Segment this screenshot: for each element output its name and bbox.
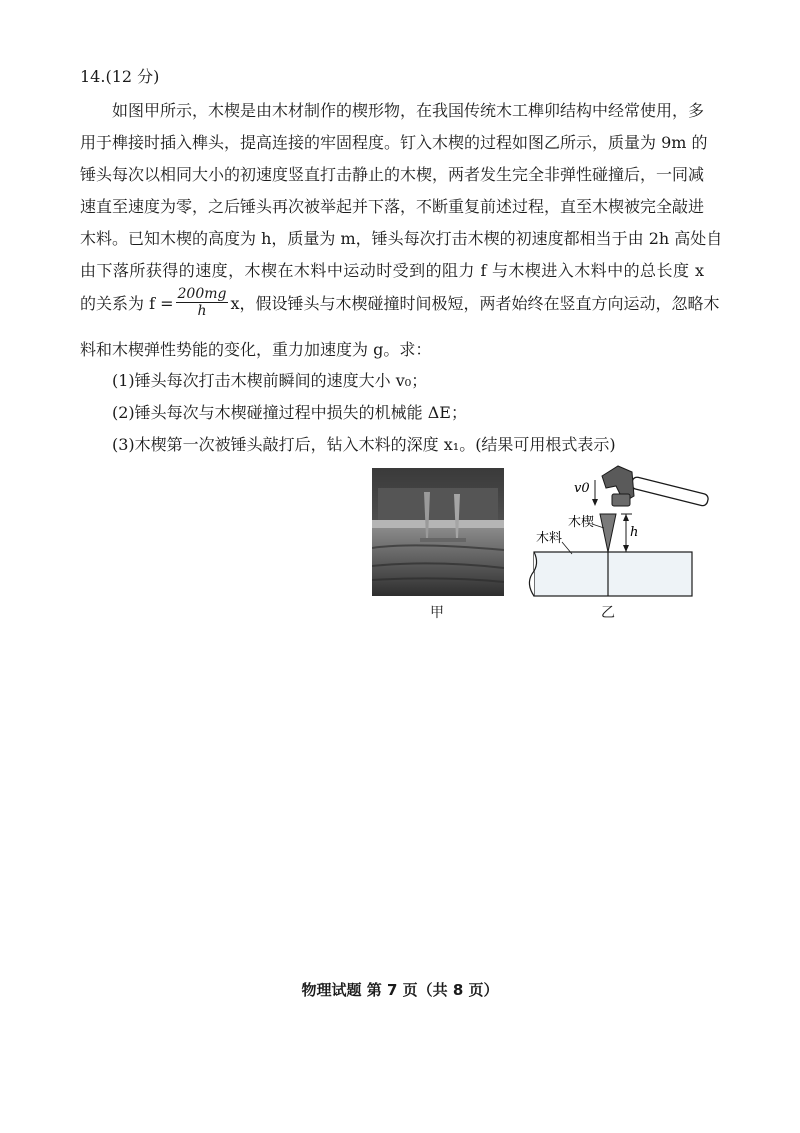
sub-question-3: (3)木楔第一次被锤头敲打后，钻入木料的深度 x₁。(结果可用根式表示) — [112, 435, 616, 454]
wedge-diagram — [520, 456, 720, 616]
formula-prefix: 的关系为 f = — [80, 294, 174, 313]
formula-numerator: 200mg — [177, 286, 227, 302]
sub-question-1: (1)锤头每次打击木楔前瞬间的速度大小 v₀； — [112, 371, 428, 390]
label-wood: 木料 — [536, 531, 563, 546]
photo-caption: 甲 — [430, 605, 444, 621]
diagram-caption: 乙 — [601, 605, 615, 621]
formula-suffix: x，假设锤头与木楔碰撞时间极短，两者始终在竖直方向运动，忽略木 — [230, 294, 720, 313]
question-line-3: 锤头每次以相同大小的初速度竖直打击静止的木楔，两者发生完全非弹性碰撞后，一同减 — [80, 165, 705, 184]
question-line-4: 速直至速度为零，之后锤头再次被举起并下落，不断重复前述过程，直至木楔被完全敲进 — [80, 197, 705, 216]
page-footer: 物理试题 第 7 页（共 8 页） — [301, 981, 499, 999]
question-formula-line — [80, 286, 720, 321]
formula-fraction — [176, 286, 229, 319]
formula-denominator: h — [197, 303, 207, 319]
hammer — [602, 466, 709, 507]
question-line-5: 木料。已知木楔的高度为 h，质量为 m，锤头每次打击木楔的初速度都相当于由 2h 高处自 — [80, 229, 723, 248]
question-number: 14.(12 分) — [80, 67, 160, 86]
question-line-1: 如图甲所示，木楔是由木材制作的楔形物，在我国传统木工榫卯结构中经常使用，多 — [112, 101, 705, 120]
wedge-photo-drawing — [372, 468, 504, 596]
wedge-photo — [372, 468, 504, 596]
label-v0: v0 — [574, 481, 590, 496]
sub-question-2: (2)锤头每次与木楔碰撞过程中损失的机械能 ΔE； — [112, 403, 467, 422]
wedge-shape — [600, 514, 616, 552]
label-wedge: 木楔 — [568, 515, 595, 530]
question-line-2: 用于榫接时插入榫头，提高连接的牢固程度。钉入木楔的过程如图乙所示，质量为 9m 的 — [80, 133, 708, 152]
label-h: h — [630, 525, 639, 540]
question-line-8: 料和木楔弹性势能的变化，重力加速度为 g。求： — [80, 340, 432, 359]
question-line-6: 由下落所获得的速度，木楔在木料中运动时受到的阻力 f 与木楔进入木料中的总长度 x — [80, 261, 704, 280]
wood-block — [534, 552, 692, 596]
